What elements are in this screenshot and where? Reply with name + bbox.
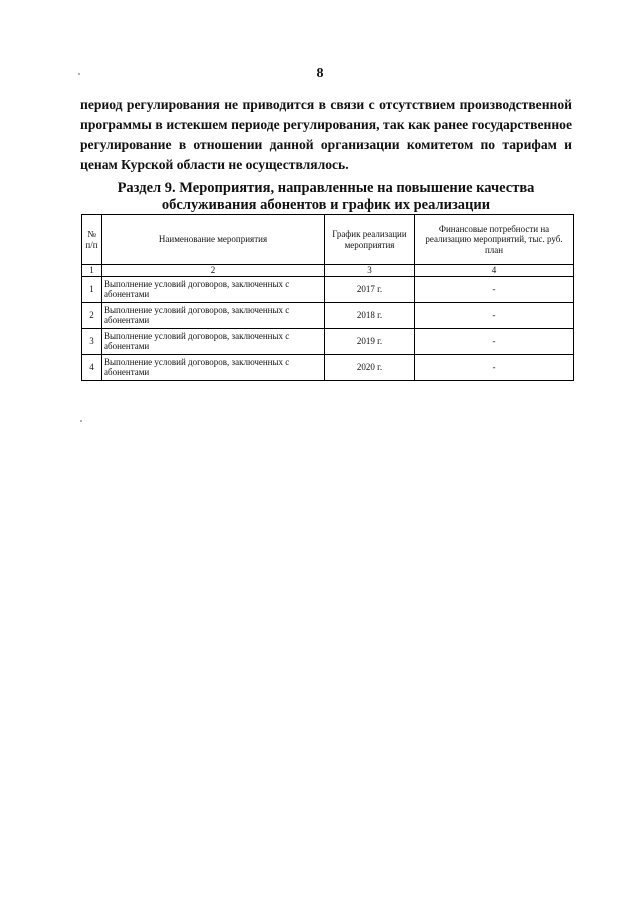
scan-speck [78,73,80,75]
header-finance: Финансовые потребности на реализацию мероприятий, тыс. руб. план [415,215,574,265]
column-number-row [82,265,574,277]
column-number: 3 [325,265,415,277]
section-title [80,180,572,214]
header-name: Наименование мероприятия [102,215,325,265]
scan-speck [80,420,82,422]
row-number: 4 [82,354,102,380]
measure-name: Выполнение условий договоров, заключенных с абонентами [102,328,325,354]
finance-cell: - [415,354,574,380]
header-schedule: График реализации мероприятия [325,215,415,265]
table-row [82,328,574,354]
row-number: 2 [82,302,102,328]
measure-name: Выполнение условий договоров, заключенных с абонентами [102,354,325,380]
finance-cell: - [415,302,574,328]
finance-cell: - [415,276,574,302]
schedule-cell: 2018 г. [325,302,415,328]
row-number: 3 [82,328,102,354]
measure-name: Выполнение условий договоров, заключенных с абонентами [102,302,325,328]
section-title-line-1: Раздел 9. Мероприятия, направленные на повышение качества [117,180,535,196]
column-number: 2 [102,265,325,277]
header-number: № п/п [82,215,102,265]
section-title-line-2: обслуживания абонентов и график их реализации [161,197,491,213]
table-row [82,276,574,302]
finance-cell: - [415,328,574,354]
schedule-cell: 2020 г. [325,354,415,380]
column-number: 1 [82,265,102,277]
column-number: 4 [415,265,574,277]
measures-table [81,214,574,381]
row-number: 1 [82,276,102,302]
schedule-cell: 2019 г. [325,328,415,354]
schedule-cell: 2017 г. [325,276,415,302]
table-row [82,354,574,380]
measure-name: Выполнение условий договоров, заключенных с абонентами [102,276,325,302]
table-row [82,302,574,328]
page-number: 8 [316,66,324,81]
body-paragraph: период регулирования не приводится в связи с отсутствием производственной программы в истекшем периоде регулирования, так как ранее государственное регулирование в отношении данной организации комитетом по тарифам и ценам Курской области не осуществлялось. [80,97,572,172]
table-header-row [82,215,574,265]
